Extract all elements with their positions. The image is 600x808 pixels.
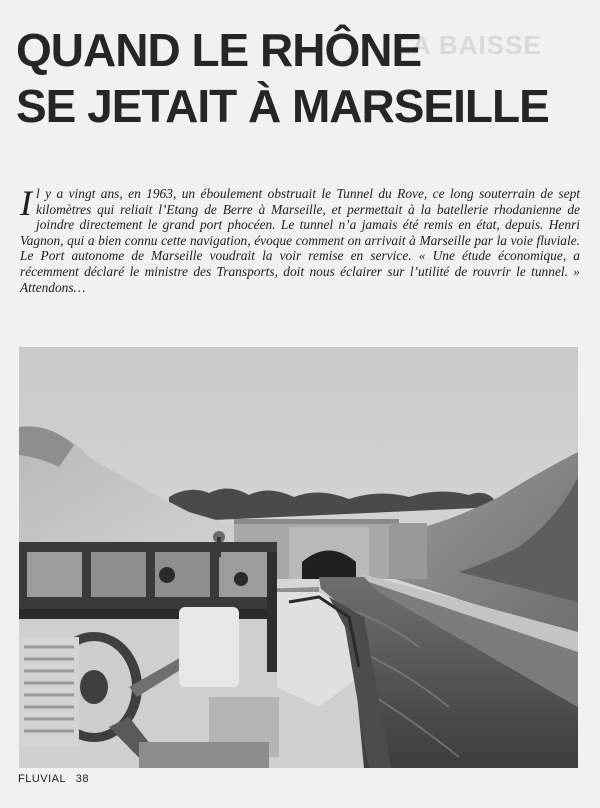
background-heading: LA BAISSE (395, 30, 542, 60)
canal-tunnel-photo (19, 347, 578, 768)
drop-cap: I (20, 183, 32, 223)
page-title (16, 22, 586, 134)
page-footer (18, 773, 89, 785)
page-number: 38 (75, 773, 89, 785)
title-line-1: QUAND LE RHÔNE (16, 24, 422, 76)
publication-name: FLUVIAL (18, 773, 67, 785)
intro-text: l y a vingt ans, en 1963, un éboulement obstruait le Tunnel du Rove, ce long souterrain de sept kilomètres qui reliait l’Etang de Berre à Marseille, et permettait à la batellerie rhodanienne de joindre directement le grand port phocéen. Le tunnel n’a jamais été remis en état, depuis. Henri Vagnon, qui a bien connu cette navigation, évoque comment on arrivait à Marseille par la voie fluviale. Le Port autonome de Marseille voudrait la voir remise en service. « Une étude économique, a récemment déclaré le ministre des Transports, doit nous éclairer sur l’utilité de rouvrir le tunnel. » Attendons… (20, 186, 580, 295)
title-line-2: SE JETAIT À MARSEILLE (16, 80, 549, 132)
intro-paragraph (20, 183, 580, 295)
